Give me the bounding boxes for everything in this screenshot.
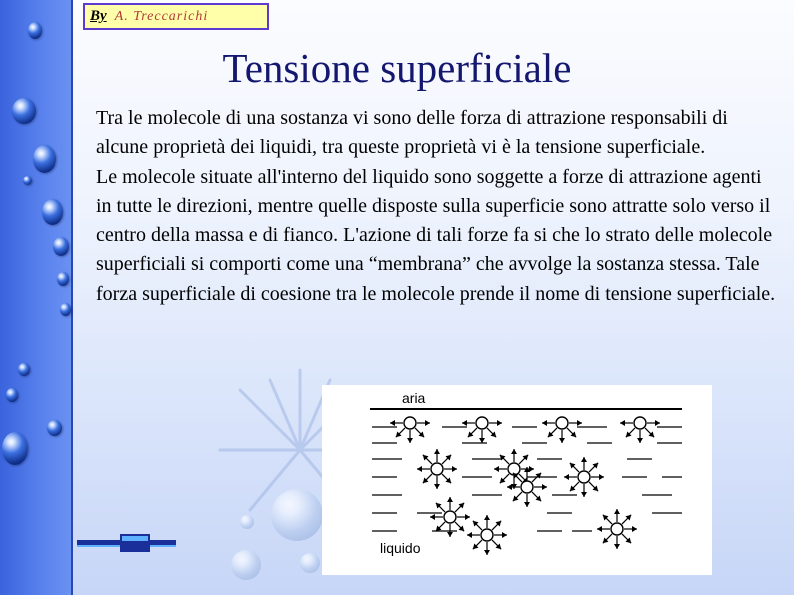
bubble-icon xyxy=(60,303,71,316)
arrowhead xyxy=(542,420,547,426)
arrowhead xyxy=(467,532,472,538)
arrowhead xyxy=(452,466,457,472)
bubble-icon xyxy=(271,489,323,541)
bubble-icon xyxy=(2,432,28,465)
arrowhead xyxy=(637,438,643,443)
arrowhead xyxy=(614,509,620,514)
arrowhead xyxy=(465,514,470,520)
bubble-icon xyxy=(240,515,254,529)
bubble-icon xyxy=(12,98,36,124)
arrowhead xyxy=(597,526,602,532)
arrowhead xyxy=(417,466,422,472)
molecule-diagram-svg xyxy=(322,385,712,575)
molecule-circle xyxy=(476,417,488,429)
arrowhead xyxy=(564,474,569,480)
molecule-icon xyxy=(542,417,582,443)
bubble-icon xyxy=(18,363,30,376)
molecule-circle xyxy=(578,471,590,483)
molecule-diagram xyxy=(322,385,712,575)
arrowhead xyxy=(479,438,485,443)
arrowhead xyxy=(484,515,490,520)
molecule-circle xyxy=(634,417,646,429)
arrowhead xyxy=(434,449,440,454)
molecule-icon xyxy=(620,417,660,443)
bubble-icon xyxy=(47,420,62,436)
arrowhead xyxy=(447,497,453,502)
arrowhead xyxy=(425,420,430,426)
arrowhead xyxy=(542,484,547,490)
arrowhead xyxy=(447,532,453,537)
arrowhead xyxy=(581,457,587,462)
bubble-icon xyxy=(23,176,32,185)
molecule-circle xyxy=(444,511,456,523)
bubble-icon xyxy=(42,199,63,225)
bubble-icon xyxy=(57,272,69,286)
arrowhead xyxy=(494,466,499,472)
bubble-icon xyxy=(33,145,56,173)
bubble-icon xyxy=(6,388,18,402)
author-name: A. Treccarichi xyxy=(114,8,209,24)
molecule-circle xyxy=(556,417,568,429)
bubble-icon xyxy=(28,22,42,39)
arrowhead xyxy=(434,484,440,489)
molecule-circle xyxy=(481,529,493,541)
paragraph: Tra le molecole di una sostanza vi sono delle forza di attrazione responsabili di alcune proprietà dei liquidi, tra queste proprietà vi è la tensione superficiale. xyxy=(96,107,728,159)
arrowhead xyxy=(390,420,395,426)
molecule-icon xyxy=(417,449,457,489)
molecule-icon xyxy=(462,417,502,443)
arrowhead xyxy=(614,544,620,549)
bubble-icon xyxy=(53,237,69,256)
molecules xyxy=(390,417,660,555)
molecule-circle xyxy=(431,463,443,475)
bubble-icon xyxy=(300,553,320,573)
figure-label-top: aria xyxy=(402,390,426,406)
arrowhead xyxy=(497,420,502,426)
molecule-icon xyxy=(430,497,470,537)
molecule-circle xyxy=(404,417,416,429)
molecule-icon xyxy=(507,467,547,507)
author-prefix: By xyxy=(90,8,107,24)
author-box xyxy=(83,3,269,30)
body-text xyxy=(96,104,776,309)
molecule-icon xyxy=(390,417,430,443)
molecule-circle xyxy=(521,481,533,493)
arrowhead xyxy=(502,532,507,538)
arrowhead xyxy=(559,438,565,443)
arrowhead xyxy=(581,492,587,497)
molecule-icon xyxy=(564,457,604,497)
arrowhead xyxy=(462,420,467,426)
bubble-icon xyxy=(231,550,261,580)
arrowhead xyxy=(529,466,534,472)
arrow-decoration xyxy=(77,531,177,557)
arrowhead xyxy=(511,449,517,454)
molecule-icon xyxy=(597,509,637,549)
arrowhead xyxy=(524,502,530,507)
arrowhead xyxy=(599,474,604,480)
arrowhead xyxy=(407,438,413,443)
arrowhead xyxy=(655,420,660,426)
arrowhead xyxy=(430,514,435,520)
arrowhead xyxy=(620,420,625,426)
page-title: Tensione superficiale xyxy=(222,45,572,91)
paragraph: Le molecole situate all'interno del liquido sono soggette a forze di attrazione agenti in tutte le direzioni, mentre quelle disposte sulla superficie sono attratte solo verso il centro della massa e di fianco. L'azione di tali forze fa si che lo strato delle molecole superficiali si comporti come una “membrana” che avvolge la sostanza stessa. Tale forza superficiale di coesione tra le molecole prende il nome di tensione superficiale. xyxy=(96,165,776,305)
arrowhead xyxy=(632,526,637,532)
molecule-icon xyxy=(467,515,507,555)
molecule-circle xyxy=(611,523,623,535)
arrowhead xyxy=(577,420,582,426)
arrowhead xyxy=(507,484,512,490)
figure-label-bottom: liquido xyxy=(380,540,421,556)
arrowhead xyxy=(484,550,490,555)
